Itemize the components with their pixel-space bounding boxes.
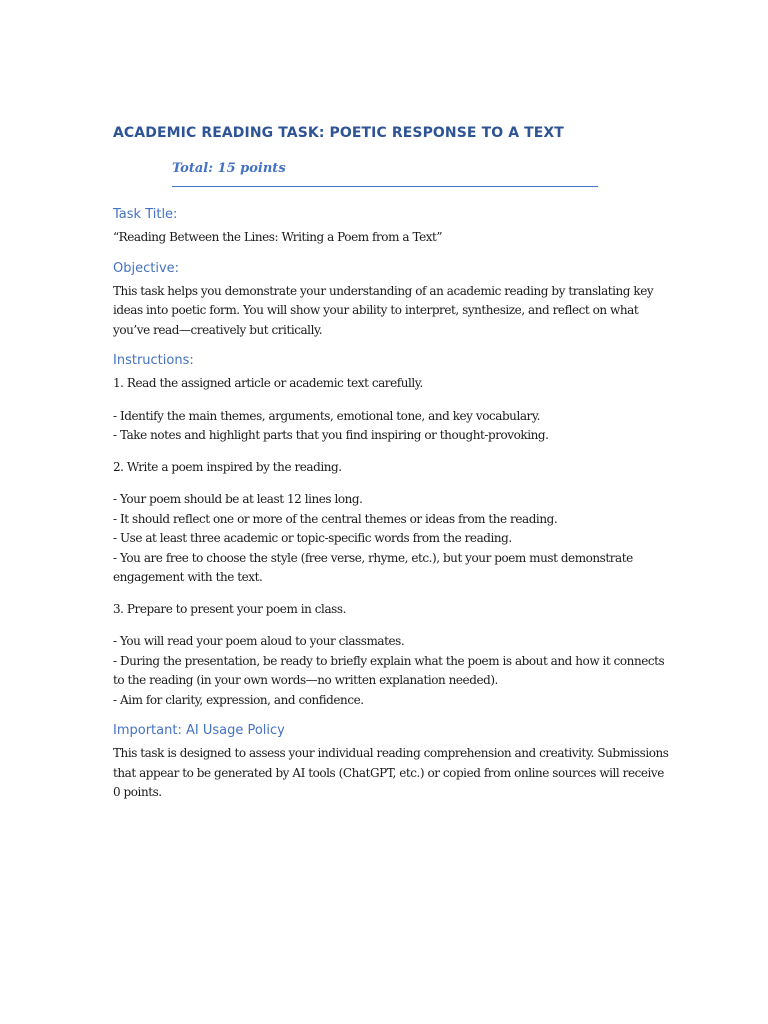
title-underline-rule xyxy=(172,186,598,187)
document-body xyxy=(113,206,673,803)
instructions-heading: Instructions: xyxy=(113,353,194,368)
objective-heading: Objective: xyxy=(113,260,180,276)
ai-policy-section xyxy=(113,722,673,803)
instruction-step-3 xyxy=(113,600,673,711)
objective-section xyxy=(113,260,673,341)
task-title-heading: Task Title: xyxy=(113,207,178,222)
instruction-step-1 xyxy=(113,374,673,446)
bullet-item: - Aim for clarity, expression, and confidence. xyxy=(113,692,364,707)
step-bullets xyxy=(113,407,673,446)
step-label: 1. Read the assigned article or academic text carefully. xyxy=(113,376,423,390)
instruction-step-2 xyxy=(113,458,673,588)
ai-policy-text: This task is designed to assess your individual reading comprehension and creativity. Submissions that appear to be generated by AI tools (ChatGPT, etc.) or copied from online sources will receive 0 points. xyxy=(113,746,669,799)
task-title-text: “Reading Between the Lines: Writing a Poem from a Text” xyxy=(113,230,443,244)
objective-text: This task helps you demonstrate your understanding of an academic reading by translating key ideas into poetic form. You will show your ability to interpret, synthesize, and reflect on what you’ve read—creatively but critically. xyxy=(113,283,654,337)
bullet-item: - It should reflect one or more of the central themes or ideas from the reading. xyxy=(113,511,558,526)
step-label: 3. Prepare to present your poem in class. xyxy=(113,601,346,616)
step-bullets xyxy=(113,632,673,710)
bullet-item: - Identify the main themes, arguments, emotional tone, and key vocabulary. xyxy=(113,408,540,423)
step-label: 2. Write a poem inspired by the reading. xyxy=(113,459,342,474)
bullet-item: - You are free to choose the style (free verse, rhyme, etc.), but your poem must demonstrate engagement with the text. xyxy=(113,550,633,584)
bullet-item: - Your poem should be at least 12 lines long. xyxy=(113,492,363,506)
task-title-section xyxy=(113,206,673,248)
ai-policy-heading: Important: AI Usage Policy xyxy=(113,723,285,738)
bullet-item: - During the presentation, be ready to briefly explain what the poem is about and how it connects to the reading (in your own words—no written explanation needed). xyxy=(113,653,665,687)
step-bullets xyxy=(113,490,673,588)
instructions-section xyxy=(113,352,673,710)
total-points: Total: 15 points xyxy=(172,161,286,176)
bullet-item: - Take notes and highlight parts that you find inspiring or thought-provoking. xyxy=(113,428,549,442)
bullet-item: - You will read your poem aloud to your classmates. xyxy=(113,634,405,648)
document-title: ACADEMIC READING TASK: POETIC RESPONSE TO A TEXT xyxy=(113,125,564,141)
bullet-item: - Use at least three academic or topic-specific words from the reading. xyxy=(113,531,512,545)
